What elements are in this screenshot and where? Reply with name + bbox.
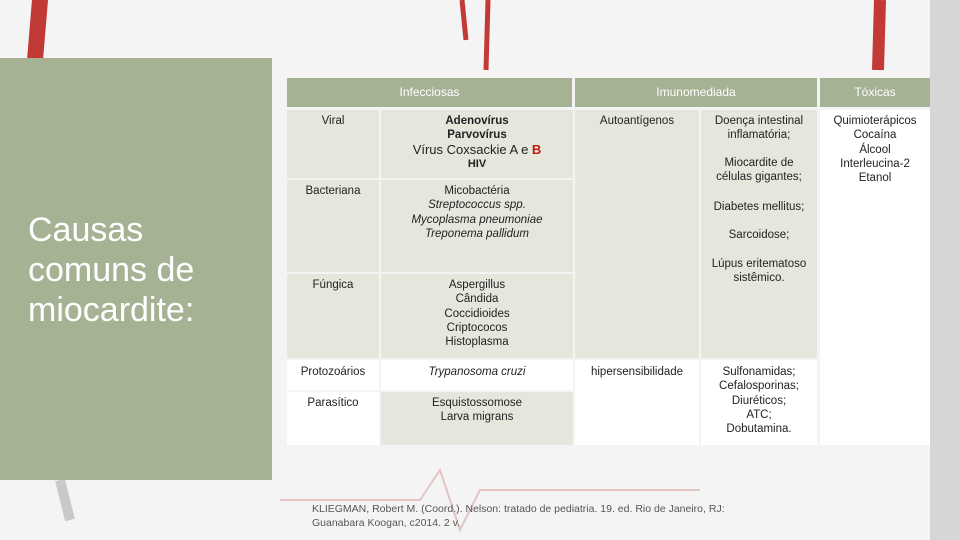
fungica-agent: Coccidioides: [444, 307, 510, 320]
viral-agent: Adenovírus: [445, 115, 509, 127]
toxica-item: Cocaína: [853, 129, 897, 142]
hipersensibilidade-item: Sulfonamidas;: [722, 366, 796, 378]
viral-agent-hiv: HIV: [467, 157, 487, 170]
fungica-agent: Aspergillus: [448, 279, 506, 291]
bacteriana-agents: [381, 180, 573, 272]
viral-agent: Parvovírus: [447, 129, 507, 142]
bacteriana-agent: Streptococcus spp.: [428, 199, 526, 212]
autoantigeno-item: Miocardite de células gigantes;: [716, 157, 802, 184]
hipersensibilidade-item: Diuréticos;: [731, 394, 787, 407]
fungica-agent: Cândida: [455, 293, 499, 306]
parasitico-agent: Esquistossomose: [431, 397, 523, 409]
row-label-autoantigenos: Autoantígenos: [575, 110, 699, 358]
parasitico-agent: Larva migrans: [440, 411, 514, 424]
bacteriana-agent: Mycoplasma pneumoniae: [411, 213, 543, 226]
autoantigeno-item: Doença intestinal inflamatória;: [714, 115, 804, 142]
toxica-item: Quimioterápicos: [833, 115, 917, 127]
autoantigenos-items: [701, 110, 817, 358]
fungica-agents: [381, 274, 573, 358]
parasitico-agents: [381, 392, 573, 445]
fungica-agent: Criptococos: [446, 321, 508, 334]
toxica-item: Etanol: [858, 172, 892, 185]
header-toxicas: Tóxicas: [820, 78, 930, 107]
header-imunomediada: Imunomediada: [575, 78, 817, 107]
row-label-viral: Viral: [287, 110, 379, 178]
row-label-protozoarios: Protozoários: [287, 360, 379, 390]
hipersensibilidade-items: [701, 360, 817, 445]
viral-agents: [381, 110, 573, 178]
hipersensibilidade-item: Dobutamina.: [726, 423, 792, 436]
toxica-item: Interleucina-2: [840, 157, 910, 170]
bacteriana-agent: Treponema pallidum: [425, 227, 529, 240]
row-label-fungica: Fúngica: [287, 274, 379, 358]
autoantigeno-item: Lúpus eritematoso sistêmico.: [711, 258, 807, 285]
row-label-bacteriana: Bacteriana: [287, 180, 379, 272]
autoantigeno-item: Diabetes mellitus;: [713, 201, 805, 213]
hipersensibilidade-item: ATC;: [746, 408, 772, 421]
source-citation: KLIEGMAN, Robert M. (Coord.). Nelson: tratado de pediatria. 19. ed. Rio de Janeiro, RJ: Guanabara Koogan, c2014. 2 v.: [312, 503, 725, 529]
protozoarios-agent: Trypanosoma cruzi: [381, 360, 573, 390]
fungica-agent: Histoplasma: [445, 336, 509, 349]
bacteriana-agent: Micobactéria: [444, 185, 510, 197]
toxica-item: Álcool: [859, 143, 891, 156]
header-infecciosas: Infecciosas: [287, 78, 572, 107]
slide-title: Causas comuns de miocardite:: [28, 211, 195, 329]
hipersensibilidade-item: Cefalosporinas;: [719, 380, 799, 393]
autoantigeno-item: Sarcoidose;: [728, 229, 790, 241]
row-label-hipersensibilidade: hipersensibilidade: [575, 360, 699, 445]
row-label-parasitico: Parasítico: [287, 392, 379, 445]
viral-agent-coxsackie: Vírus Coxsackie A e B: [412, 141, 542, 157]
toxicas-items: [820, 110, 930, 445]
